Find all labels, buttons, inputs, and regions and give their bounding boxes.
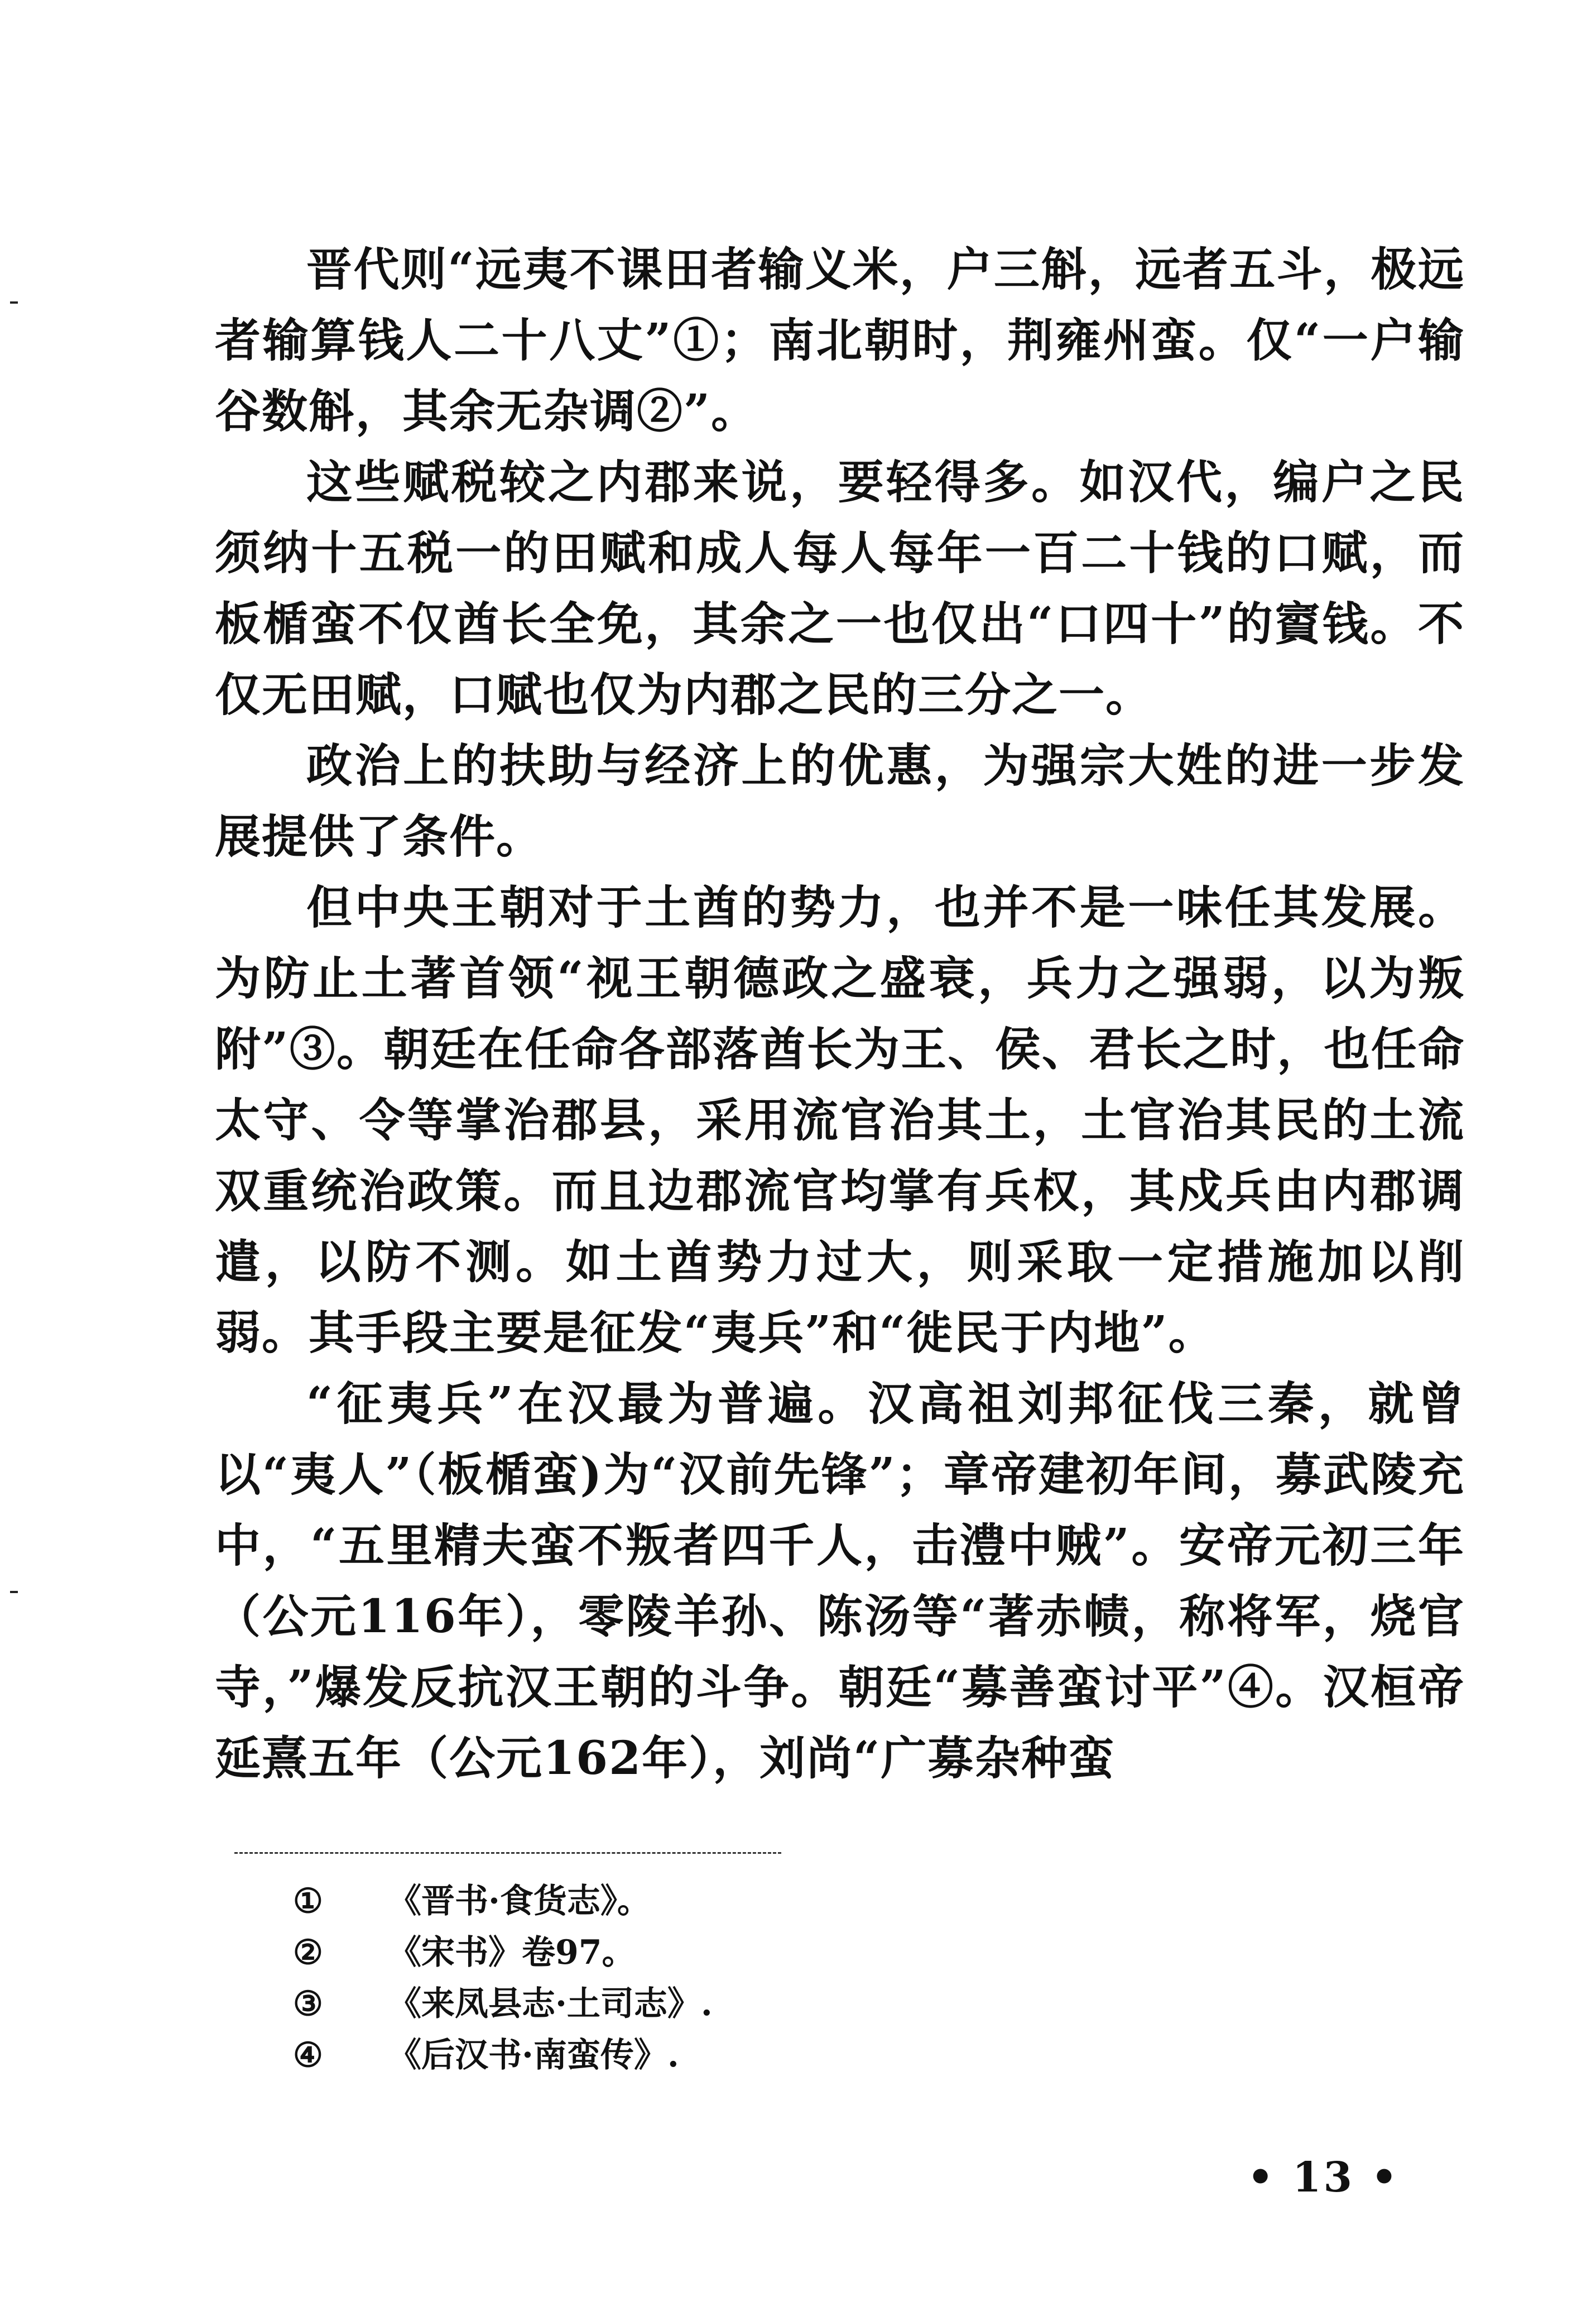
footnote-2 <box>293 1927 1186 1978</box>
footnote-4 <box>293 2030 1186 2081</box>
margin-mark <box>10 1591 18 1593</box>
footnote-1 <box>293 1876 1186 1927</box>
footnote-mark: ② <box>293 1933 323 1972</box>
footnote-mark: ① <box>293 1882 323 1921</box>
footnote-mark: ④ <box>293 2036 323 2075</box>
paragraph-3: 政治上的扶助与经济上的优惠，为强宗大姓的进一步发展提供了条件。 <box>215 739 1465 864</box>
footnotes <box>293 1876 1186 2081</box>
footnote-mark: ③ <box>293 1984 323 2023</box>
footnote-text: 《来凤县志·土司志》. <box>388 1984 713 2023</box>
margin-mark <box>10 301 18 304</box>
footnote-3 <box>293 1978 1186 2030</box>
main-text <box>215 234 1465 1794</box>
paragraph-1: 晋代则“远夷不课田者输义米，户三斛，远者五斗，极远者输算钱人二十八丈”①；南北朝时，荆雍州蛮。仅“一户输谷数斛，其余无杂调②”。 <box>215 243 1465 438</box>
footnote-text: 《后汉书·南蛮传》. <box>388 2036 679 2075</box>
paragraph-2: 这些赋税较之内郡来说，要轻得多。如汉代，编户之民须纳十五税一的田赋和成人每人每年一百二十钱的口赋，而板楯蛮不仅酋长全免，其余之一也仅出“口四十”的賨钱。不仅无田赋，口赋也仅为内郡之民的三分之一。 <box>215 455 1465 722</box>
paragraph-4: 但中央王朝对于土酋的势力，也并不是一味任其发展。为防止土著首领“视王朝德政之盛衰，兵力之强弱，以为叛附”③。朝廷在任命各部落酋长为王、侯、君长之时，也任命太守、令等掌治郡县，采用流官治其土，土官治其民的土流双重统治政策。而且边郡流官均掌有兵权，其戍兵由内郡调遣，以防不测。如土酋势力过大，则采取一定措施加以削弱。其手段主要是征发“夷兵”和“徙民于内地”。 <box>215 881 1465 1360</box>
page-number: • 13 • <box>1247 2154 1400 2202</box>
paragraph-5: “征夷兵”在汉最为普遍。汉高祖刘邦征伐三秦，就曾以“夷人”（板楯蛮)为“汉前先锋”；章帝建初年间，募武陵充中，“五里精夫蛮不叛者四千人，击澧中贼”。安帝元初三年（公元116年），零陵羊孙、陈汤等“著赤帻，称将军，烧官寺，”爆发反抗汉王朝的斗争。朝廷“募善蛮讨平”④。汉桓帝延熹五年（公元162年），刘尚“广募杂种蛮 <box>215 1377 1465 1785</box>
footnote-text: 《晋书·食货志》。 <box>388 1882 651 1921</box>
footnote-divider <box>234 1852 781 1854</box>
footnote-text: 《宋书》卷97。 <box>388 1933 636 1972</box>
